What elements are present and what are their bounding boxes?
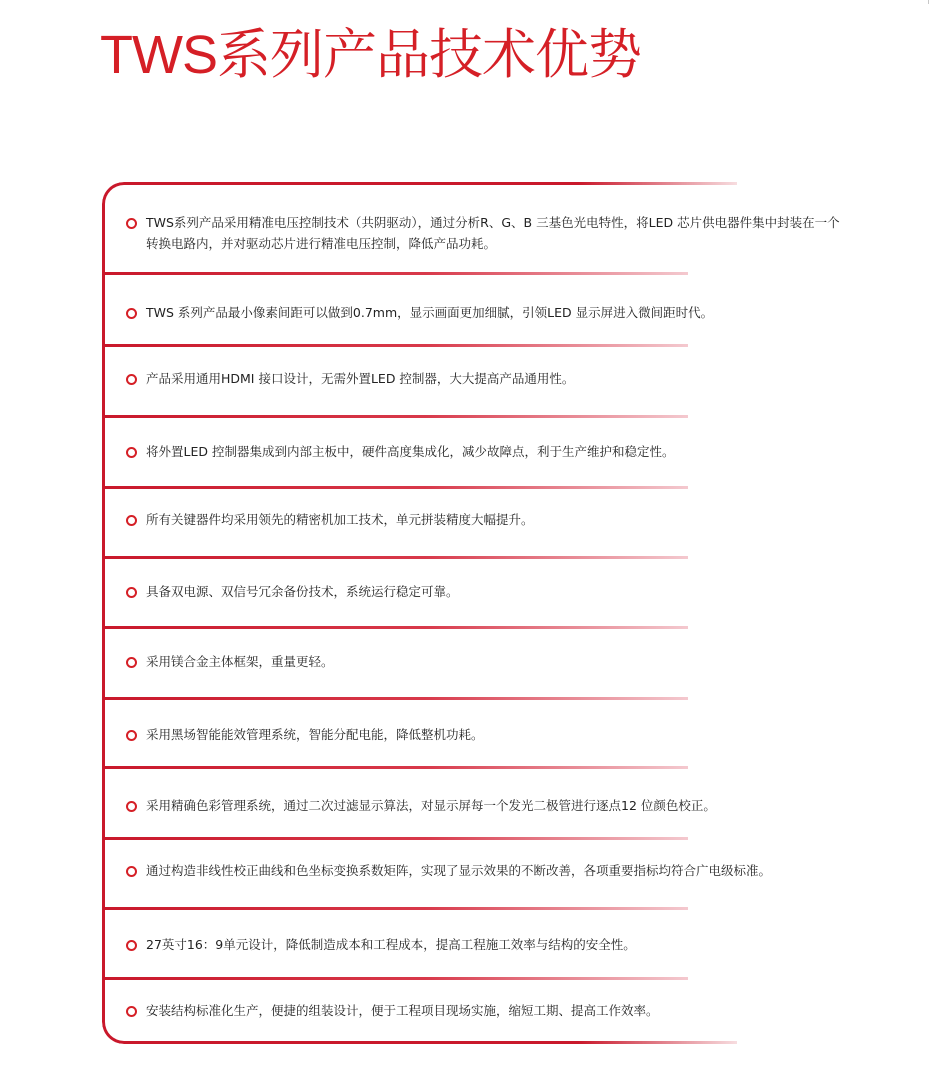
item-divider — [104, 977, 688, 980]
list-item — [126, 213, 846, 254]
item-divider — [104, 415, 688, 418]
item-text: 采用精确色彩管理系统，通过二次过滤显示算法，对显示屏每一个发光二极管进行逐点12 位颜色校正。 — [146, 798, 716, 813]
item-divider — [104, 766, 688, 769]
item-divider — [104, 556, 688, 559]
advantages-panel — [102, 182, 862, 1042]
item-text: TWS系列产品采用精准电压控制技术（共阴驱动），通过分析R、G、B 三基色光电特性，将LED 芯片供电器件集中封装在一个转换电路内，并对驱动芯片进行精准电压控制，降低产品功耗。 — [146, 215, 840, 251]
item-divider — [104, 837, 688, 840]
item-text: 27英寸16：9单元设计，降低制造成本和工程成本，提高工程施工效率与结构的安全性。 — [146, 937, 636, 952]
circle-bullet-icon — [126, 866, 137, 877]
item-divider — [104, 486, 688, 489]
circle-bullet-icon — [126, 587, 137, 598]
list-item — [126, 582, 846, 602]
list-item — [126, 725, 846, 745]
item-divider — [104, 344, 688, 347]
item-text: TWS 系列产品最小像素间距可以做到0.7mm，显示画面更加细腻，引领LED 显示屏进入微间距时代。 — [146, 305, 714, 320]
item-divider — [104, 907, 688, 910]
list-item — [126, 1001, 846, 1021]
circle-bullet-icon — [126, 515, 137, 526]
item-text: 将外置LED 控制器集成到内部主板中，硬件高度集成化，减少故障点，利于生产维护和稳定性。 — [146, 444, 675, 459]
item-divider — [104, 626, 688, 629]
list-item — [126, 303, 846, 323]
item-divider — [104, 272, 688, 275]
item-text: 通过构造非线性校正曲线和色坐标变换系数矩阵，实现了显示效果的不断改善，各项重要指标均符合广电级标准。 — [146, 863, 772, 878]
circle-bullet-icon — [126, 1006, 137, 1017]
list-item — [126, 442, 846, 462]
item-text: 产品采用通用HDMI 接口设计，无需外置LED 控制器，大大提高产品通用性。 — [146, 371, 575, 386]
list-item — [126, 861, 846, 881]
item-divider — [104, 697, 688, 700]
item-text: 具备双电源、双信号冗余备份技术，系统运行稳定可靠。 — [146, 584, 459, 599]
circle-bullet-icon — [126, 940, 137, 951]
circle-bullet-icon — [126, 308, 137, 319]
item-text: 采用镁合金主体框架，重量更轻。 — [146, 654, 334, 669]
circle-bullet-icon — [126, 447, 137, 458]
circle-bullet-icon — [126, 730, 137, 741]
list-item — [126, 510, 846, 530]
list-item — [126, 796, 846, 816]
circle-bullet-icon — [126, 657, 137, 668]
item-text: 采用黑场智能能效管理系统，智能分配电能，降低整机功耗。 — [146, 727, 484, 742]
item-text: 安装结构标准化生产，便捷的组装设计，便于工程项目现场实施，缩短工期、提高工作效率。 — [146, 1003, 659, 1018]
list-item — [126, 369, 846, 389]
circle-bullet-icon — [126, 218, 137, 229]
list-item — [126, 652, 846, 672]
circle-bullet-icon — [126, 374, 137, 385]
page-title: TWS系列产品技术优势 — [100, 25, 641, 85]
item-text: 所有关键器件均采用领先的精密机加工技术，单元拼装精度大幅提升。 — [146, 512, 534, 527]
list-item — [126, 935, 846, 955]
corner-mark — [928, 0, 929, 4]
circle-bullet-icon — [126, 801, 137, 812]
